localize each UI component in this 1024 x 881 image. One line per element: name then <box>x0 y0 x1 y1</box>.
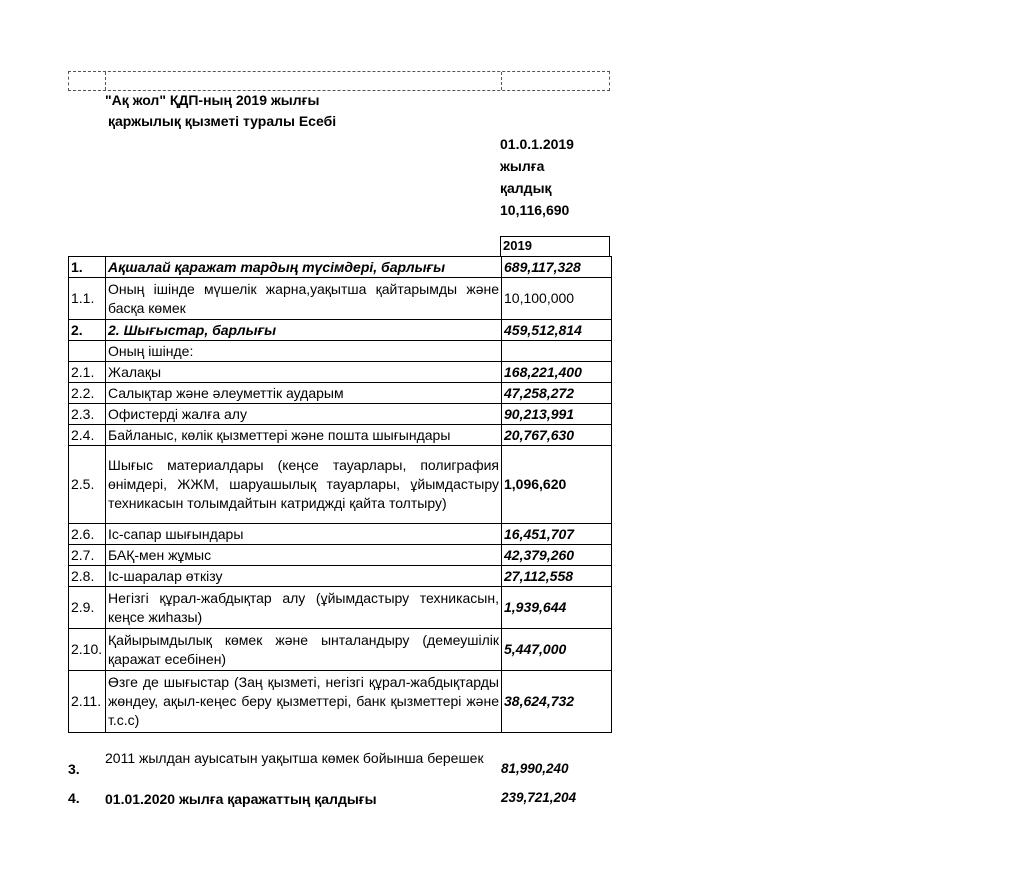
row-label: Негізгі құрал-жабдықтар алу (ұйымдастыру техникасын, кеңсе жиһазы) <box>106 587 502 629</box>
row-number: 3. <box>68 761 80 777</box>
row-value: 1,096,620 <box>502 446 612 524</box>
row-label: Шығыс материалдары (кеңсе тауарлары, полиграфия өнімдері, ЖЖМ, шаруашылық тауарлары, ұйымдастыру техникасын толымдайтын катриджді қайта толтыру) <box>106 446 502 524</box>
row-value: 168,221,400 <box>502 362 612 383</box>
row-label: Офистерді жалға алу <box>106 404 502 425</box>
table-row <box>69 545 612 566</box>
summary-row-closing-balance <box>68 790 611 810</box>
row-label: Іс-шаралар өткізу <box>106 566 502 587</box>
row-number: 2.11. <box>69 671 106 733</box>
balance-date: 01.0.1.2019 <box>500 136 574 152</box>
row-number: 2.5. <box>69 446 106 524</box>
table-row <box>69 629 612 671</box>
table-row <box>69 341 612 362</box>
year-header: 2019 <box>500 236 610 257</box>
row-number: 2. <box>69 320 106 341</box>
row-value <box>502 341 612 362</box>
summary-row-debt <box>68 748 611 788</box>
row-label: 01.01.2020 жылға қаражаттың қалдығы <box>105 791 377 807</box>
table-row <box>69 257 612 278</box>
row-label: Ақшалай қаражат тардың түсімдері, барлығы <box>106 257 502 278</box>
row-label: Салықтар және әлеуметтік аударым <box>106 383 502 404</box>
report-title-line1: "Ақ жол" ҚДП-ның 2019 жылғы <box>105 92 320 108</box>
row-number: 2.8. <box>69 566 106 587</box>
row-number <box>69 341 106 362</box>
row-label: Оның ішінде: <box>106 341 502 362</box>
row-value: 1,939,644 <box>502 587 612 629</box>
row-label: Қайырымдылық көмек және ынталандыру (демеушілік қаражат есебінен) <box>106 629 502 671</box>
row-value: 90,213,991 <box>502 404 612 425</box>
opening-balance <box>500 133 574 221</box>
balance-word1: жылға <box>500 158 545 174</box>
row-value: 38,624,732 <box>502 671 612 733</box>
row-value: 20,767,630 <box>502 425 612 446</box>
row-number: 2.4. <box>69 425 106 446</box>
row-value: 27,112,558 <box>502 566 612 587</box>
row-number: 2.6. <box>69 524 106 545</box>
row-value: 10,100,000 <box>502 278 612 320</box>
table-row <box>69 425 612 446</box>
row-number: 4. <box>68 790 80 806</box>
row-number: 1. <box>69 257 106 278</box>
table-row <box>69 566 612 587</box>
row-number: 2.3. <box>69 404 106 425</box>
row-label: БАҚ-мен жұмыс <box>106 545 502 566</box>
table-row <box>69 383 612 404</box>
row-value: 47,258,272 <box>502 383 612 404</box>
row-label: Жалақы <box>106 362 502 383</box>
divider <box>105 72 106 90</box>
table-row <box>69 587 612 629</box>
row-label: 2011 жылдан ауысатын уақытша көмек бойынша берешек <box>105 750 484 766</box>
row-number: 1.1. <box>69 278 106 320</box>
table-row <box>69 362 612 383</box>
row-number: 2.1. <box>69 362 106 383</box>
table-row <box>69 446 612 524</box>
balance-value: 10,116,690 <box>500 202 570 218</box>
table-row <box>69 524 612 545</box>
table-row <box>69 404 612 425</box>
table-row <box>69 278 612 320</box>
row-value: 81,990,240 <box>501 761 569 776</box>
row-label: Іс-сапар шығындары <box>106 524 502 545</box>
divider <box>501 72 502 90</box>
balance-word2: қалдық <box>500 180 552 196</box>
report-title-line2: қаржылық қызметі туралы Есебі <box>108 113 337 129</box>
row-value: 459,512,814 <box>502 320 612 341</box>
row-value: 689,117,328 <box>502 257 612 278</box>
row-label: Өзге де шығыстар (Заң қызметі, негізгі құрал-жабдықтарды жөндеу, ақыл-кеңес беру қызметтері, банк қызметтері және т.с.с) <box>106 671 502 733</box>
table-row <box>69 671 612 733</box>
row-value: 42,379,260 <box>502 545 612 566</box>
row-value: 16,451,707 <box>502 524 612 545</box>
row-number: 2.7. <box>69 545 106 566</box>
row-label: Оның ішінде мүшелік жарна,уақытша қайтарымды және басқа көмек <box>106 278 502 320</box>
row-number: 2.2. <box>69 383 106 404</box>
row-value: 239,721,204 <box>501 790 577 805</box>
row-number: 2.10. <box>69 629 106 671</box>
table-row <box>69 320 612 341</box>
report-table <box>68 256 612 733</box>
row-label: 2. Шығыстар, барлығы <box>106 320 502 341</box>
row-number: 2.9. <box>69 587 106 629</box>
row-label: Байланыс, көлік қызметтері және пошта шығындары <box>106 425 502 446</box>
empty-header-row <box>68 71 610 91</box>
row-value: 5,447,000 <box>502 629 612 671</box>
